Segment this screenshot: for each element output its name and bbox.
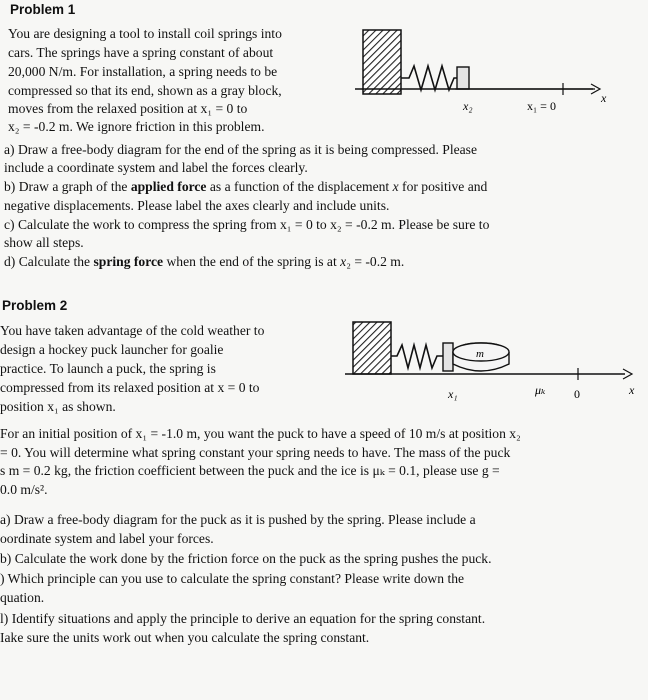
x-axis-label: x bbox=[601, 91, 607, 105]
problem-2-title: Problem 2 bbox=[2, 298, 68, 313]
problem-2-intro-line: design a hockey puck launcher for goalie bbox=[0, 342, 224, 357]
puck-mass-label: m bbox=[476, 348, 484, 360]
problem-2-body-line: = 0. You will determine what spring constant your spring needs to have. The mass of the puck bbox=[0, 445, 511, 460]
coil-spring bbox=[391, 345, 443, 368]
problem-2-body-line: For an initial position of x₁ = -1.0 m, you want the puck to have a speed of 10 m/s at position x₂ bbox=[0, 426, 521, 441]
problem-1-part-a: a) Draw a free-body diagram for the end of the spring as it is being compressed. Please bbox=[4, 142, 477, 157]
problem-1-intro-line: You are designing a tool to install coil springs into bbox=[8, 26, 282, 41]
x2-label: x₂ bbox=[463, 99, 473, 113]
problem-2-intro-line: practice. To launch a puck, the spring is bbox=[0, 361, 216, 376]
problem-1-title: Problem 1 bbox=[10, 2, 76, 17]
problem-2-body-line: s m = 0.2 kg, the friction coefficient between the puck and the ice is μₖ = 0.1, please use g = bbox=[0, 463, 500, 478]
problem-1-intro-line: cars. The springs have a spring constant of about bbox=[8, 45, 274, 60]
problem-2-part-c-cont: quation. bbox=[0, 590, 45, 605]
problem-1-intro-line: moves from the relaxed position at x₁ = 0 to bbox=[8, 101, 248, 116]
mu-k-label: μₖ bbox=[535, 383, 546, 397]
problem-2-intro-line: compressed from its relaxed position at x = 0 to bbox=[0, 380, 260, 395]
problem-1-part-c-cont: show all steps. bbox=[4, 235, 84, 250]
zero-label: 0 bbox=[574, 387, 580, 401]
problem-1-part-c: c) Calculate the work to compress the spring from x₁ = 0 to x₂ = -0.2 m. Please be sure to bbox=[4, 217, 490, 232]
problem-1-part-b: b) Draw a graph of the applied force as a function of the displacement x for positive and bbox=[4, 179, 488, 194]
pusher-plate bbox=[443, 343, 453, 371]
x1-label: x₁ = 0 bbox=[527, 99, 556, 113]
problem-2-intro-line: position x₁ as shown. bbox=[0, 399, 116, 414]
problem-2-launcher-diagram bbox=[345, 318, 645, 410]
gray-block bbox=[457, 67, 469, 89]
problem-2-part-d-cont: Iake sure the units work out when you calculate the spring constant. bbox=[0, 630, 370, 645]
problem-2-part-d: l) Identify situations and apply the principle to derive an equation for the spring constant. bbox=[0, 611, 486, 626]
problem-2-intro-line: You have taken advantage of the cold weather to bbox=[0, 323, 265, 338]
problem-2-part-b: b) Calculate the work done by the friction force on the puck as the spring pushes the puck. bbox=[0, 551, 492, 566]
wall-hatch bbox=[353, 322, 391, 374]
x1-label: x₁ bbox=[448, 387, 458, 401]
problem-2-part-a: a) Draw a free-body diagram for the puck as it is pushed by the spring. Please include a bbox=[0, 512, 476, 527]
problem-1-intro-line: 20,000 N/m. For installation, a spring needs to be bbox=[8, 64, 278, 79]
problem-1-spring-diagram bbox=[355, 22, 645, 134]
problem-2-part-c: ) Which principle can you use to calculate the spring constant? Please write down the bbox=[0, 571, 465, 586]
problem-2-body-line: 0.0 m/s². bbox=[0, 482, 48, 497]
problem-1-intro-line: x₂ = -0.2 m. We ignore friction in this problem. bbox=[8, 119, 265, 134]
wall-hatch bbox=[363, 30, 401, 94]
problem-1-part-a-cont: include a coordinate system and label the forces clearly. bbox=[4, 160, 308, 175]
problem-1-part-b-cont: negative displacements. Please label the axes clearly and include units. bbox=[4, 198, 390, 213]
x-axis-label: x bbox=[629, 383, 635, 397]
problem-1-part-d: d) Calculate the spring force when the end of the spring is at x₂ = -0.2 m. bbox=[4, 254, 405, 269]
problem-2-part-a-cont: oordinate system and label your forces. bbox=[0, 531, 214, 546]
coil-spring bbox=[401, 66, 457, 90]
problem-1-intro-line: compressed so that its end, shown as a gray block, bbox=[8, 83, 282, 98]
